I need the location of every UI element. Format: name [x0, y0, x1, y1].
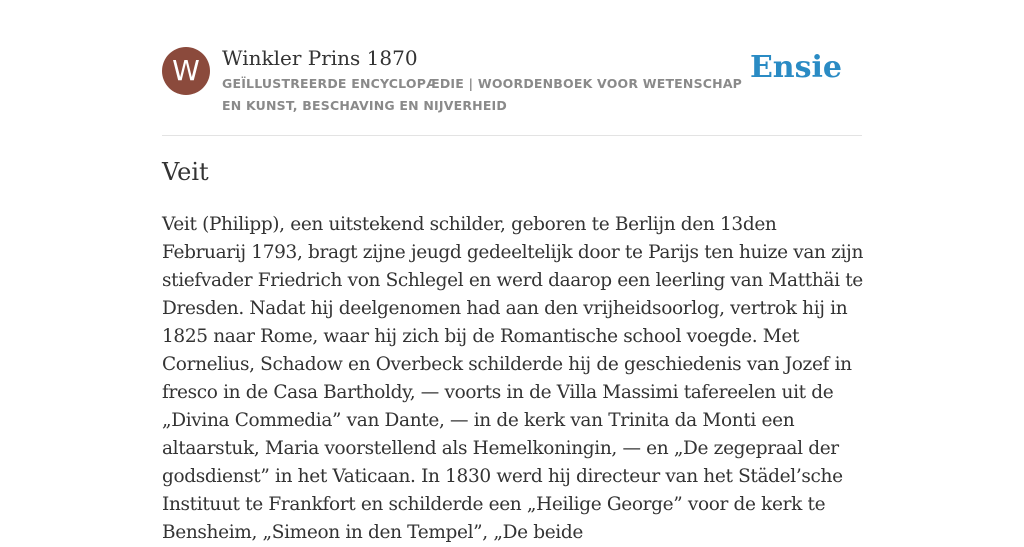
source-avatar[interactable]: W: [162, 47, 210, 95]
source-title[interactable]: Winkler Prins 1870: [222, 46, 418, 70]
source-header: [162, 44, 862, 136]
article-title: Veit: [162, 158, 209, 186]
article-body: Veit (Philipp), een uitstekend schilder, geboren te Berlijn den 13den Februarij 1793, bragt zijne jeugd gedeeltelijk door te Parijs ten huize van zijn stiefvader Friedrich von Schlegel en werd daarop een leerling van Matthäi te Dresden. Nadat hij deelgenomen had aan den vrijheidsoorlog, vertrok hij in 1825 naar Rome, waar hij zich bij de Romantische school voegde. Met Cornelius, Schadow en Overbeck schilderde hij de geschiedenis van Jozef in fresco in de Casa Bartholdy, — voorts in de Villa Massimi tafereelen uit de „Divina Commedia” van Dante, — in de kerk van Trinita da Monti een altaarstuk, Maria voorstellend als Hemelkoningin, — en „De zegepraal der godsdienst” in het Vaticaan. In 1830 werd hij directeur van het Städel’sche Instituut te Frankfort en schilderde een „Heilige George” voor de kerk te Bensheim, „Simeon in den Tempel”, „De beide: [162, 214, 864, 543]
ensie-logo[interactable]: Ensie: [749, 50, 842, 85]
source-subtitle: GEÏLLUSTREERDE ENCYCLOPÆDIE | WOORDENBOEK VOOR WETENSCHAP EN KUNST, BESCHAVING EN NIJVERHEID: [222, 76, 743, 113]
